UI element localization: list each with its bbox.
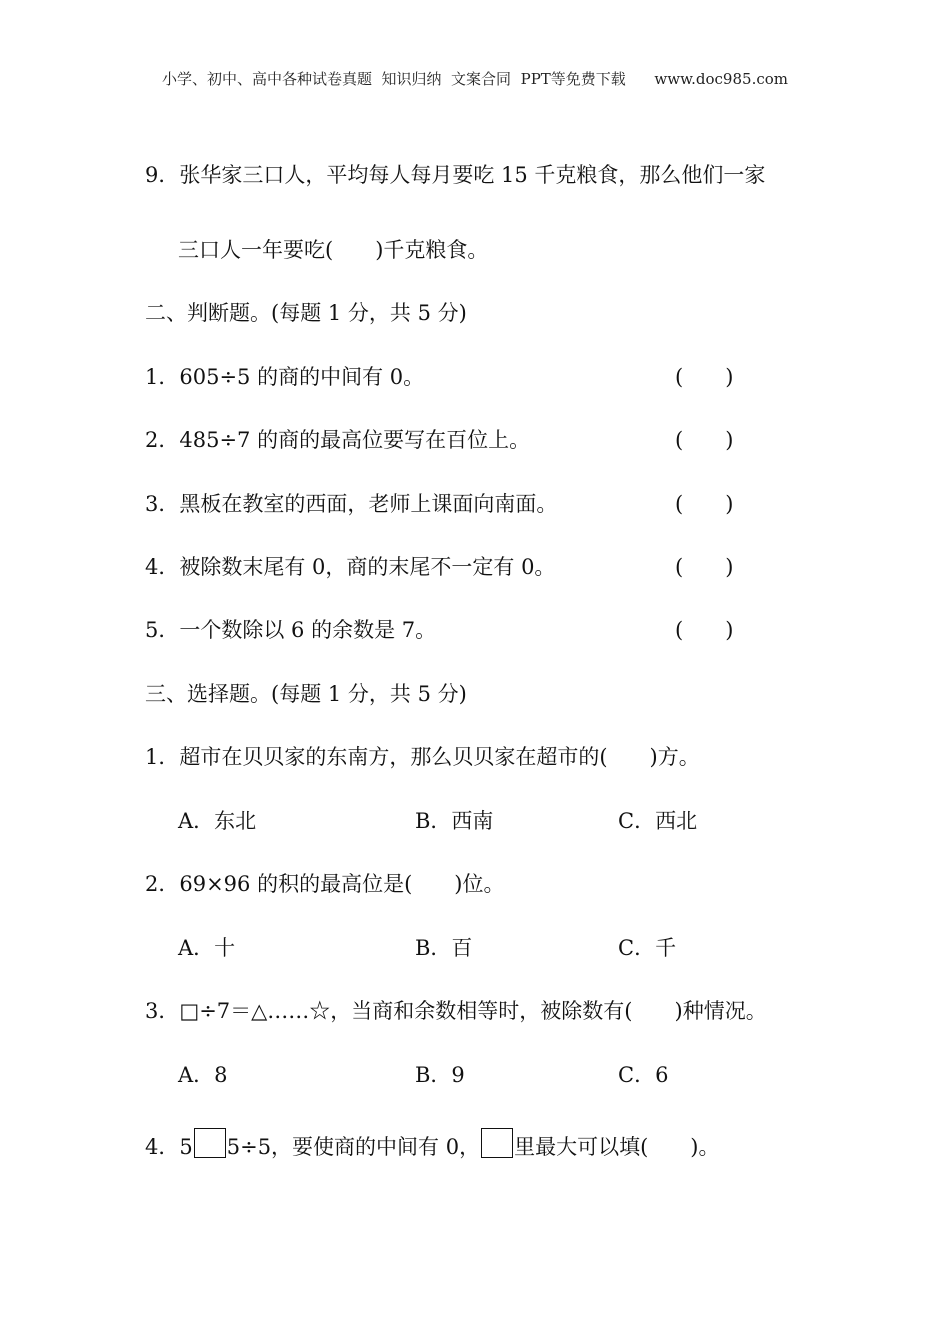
judge-item-3: 3．黑板在教室的西面，老师上课面向南面。	[145, 492, 558, 516]
choice-q1-option-c: C．西北	[618, 809, 698, 833]
blank-box	[194, 1128, 226, 1158]
judge-answer-5: ( )	[675, 618, 734, 642]
choice-q4-stem	[145, 1128, 719, 1158]
judge-answer-3: ( )	[675, 492, 734, 516]
choice-q1-option-a: A．东北	[178, 809, 257, 833]
section3-title: 三、选择题。(每题 1 分，共 5 分)	[145, 682, 467, 706]
choice-q2-option-c: C．千	[618, 936, 677, 960]
judge-item-5: 5．一个数除以 6 的余数是 7。	[145, 618, 437, 642]
judge-item-2: 2．485÷7 的商的最高位要写在百位上。	[145, 428, 531, 452]
section2-title: 二、判断题。(每题 1 分，共 5 分)	[145, 301, 467, 325]
q9-line2: 三口人一年要吃( )千克粮食。	[178, 238, 489, 262]
choice-q3-option-b: B．9	[415, 1063, 465, 1087]
choice-q1-option-b: B．西南	[415, 809, 494, 833]
blank-box	[481, 1128, 513, 1158]
judge-answer-2: ( )	[675, 428, 734, 452]
choice-q3-option-c: C．6	[618, 1063, 669, 1087]
choice-q2-stem: 2．69×96 的积的最高位是( )位。	[145, 872, 505, 896]
judge-answer-4: ( )	[675, 555, 734, 579]
choice-q3-option-a: A．8	[178, 1063, 228, 1087]
choice-q4-text-1: 4．5	[145, 1135, 193, 1159]
choice-q4-text-3: 里最大可以填( )。	[514, 1135, 720, 1159]
choice-q3-stem: 3．□÷7＝△……☆，当商和余数相等时，被除数有( )种情况。	[145, 999, 767, 1023]
choice-q2-option-b: B．百	[415, 936, 473, 960]
choice-q4-text-2: 5÷5，要使商的中间有 0，	[226, 1135, 481, 1159]
choice-q1-stem: 1．超市在贝贝家的东南方，那么贝贝家在超市的( )方。	[145, 745, 700, 769]
q9-line1: 9．张华家三口人，平均每人每月要吃 15 千克粮食，那么他们一家	[145, 163, 766, 187]
judge-item-1: 1．605÷5 的商的中间有 0。	[145, 365, 425, 389]
page-header: 小学、初中、高中各种试卷真题 知识归纳 文案合同 PPT等免费下载 www.doc985.com	[161, 70, 788, 88]
choice-q2-option-a: A．十	[178, 936, 236, 960]
judge-item-4: 4．被除数末尾有 0，商的末尾不一定有 0。	[145, 555, 556, 579]
judge-answer-1: ( )	[675, 365, 734, 389]
